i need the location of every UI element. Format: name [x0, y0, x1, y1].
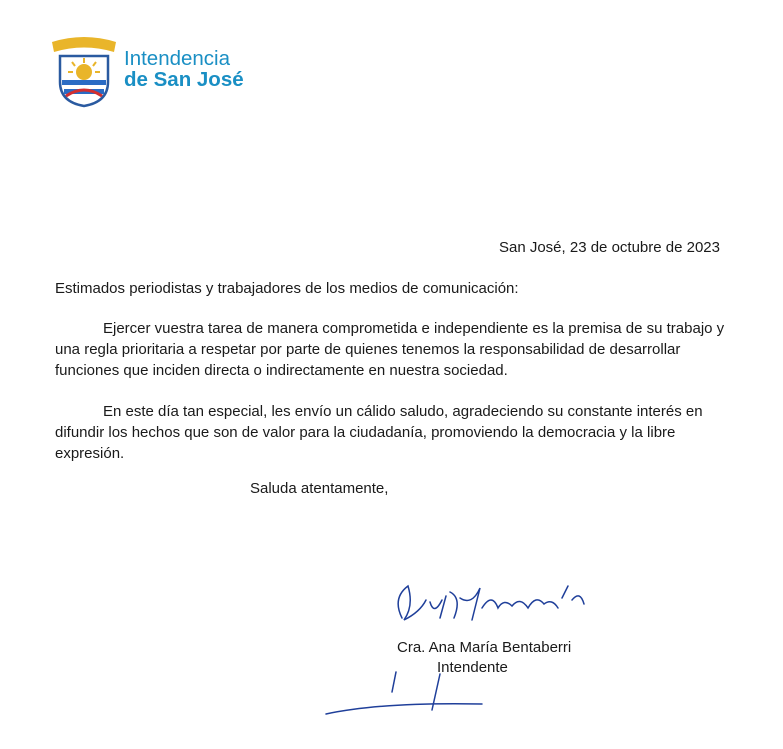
signer-name: Cra. Ana María Bentaberri	[397, 639, 572, 656]
signer-role: Intendente	[437, 659, 508, 676]
letter-greeting: Estimados periodistas y trabajadores de los medios de comunicación:	[55, 280, 519, 297]
paragraph-1-text: Ejercer vuestra tarea de manera comprometida e independiente es la premisa de su trabajo y una regla prioritaria a respetar por parte de quienes tenemos la responsabilidad de desarrollar funciones que inciden directa o indirectamente en nuestra sociedad.	[55, 320, 725, 379]
letter-date: San José, 23 de octubre de 2023	[498, 239, 720, 256]
org-name-line1: Intendencia	[124, 47, 231, 70]
letter-paragraph-2	[55, 401, 725, 464]
paragraph-2-text: En este día tan especial, les envío un cálido saludo, agradeciendo su constante interés en difundir los hechos que son de valor para la ciudadanía, promoviendo la democracia y la libre expresión.	[55, 403, 703, 462]
coat-of-arms-icon	[44, 30, 124, 110]
org-logo	[44, 30, 254, 110]
signer-block	[397, 638, 571, 678]
letter-closing: Saluda atentamente,	[250, 480, 389, 497]
letter-paragraph-1	[55, 318, 725, 381]
org-name-line2: de San José	[124, 68, 244, 91]
